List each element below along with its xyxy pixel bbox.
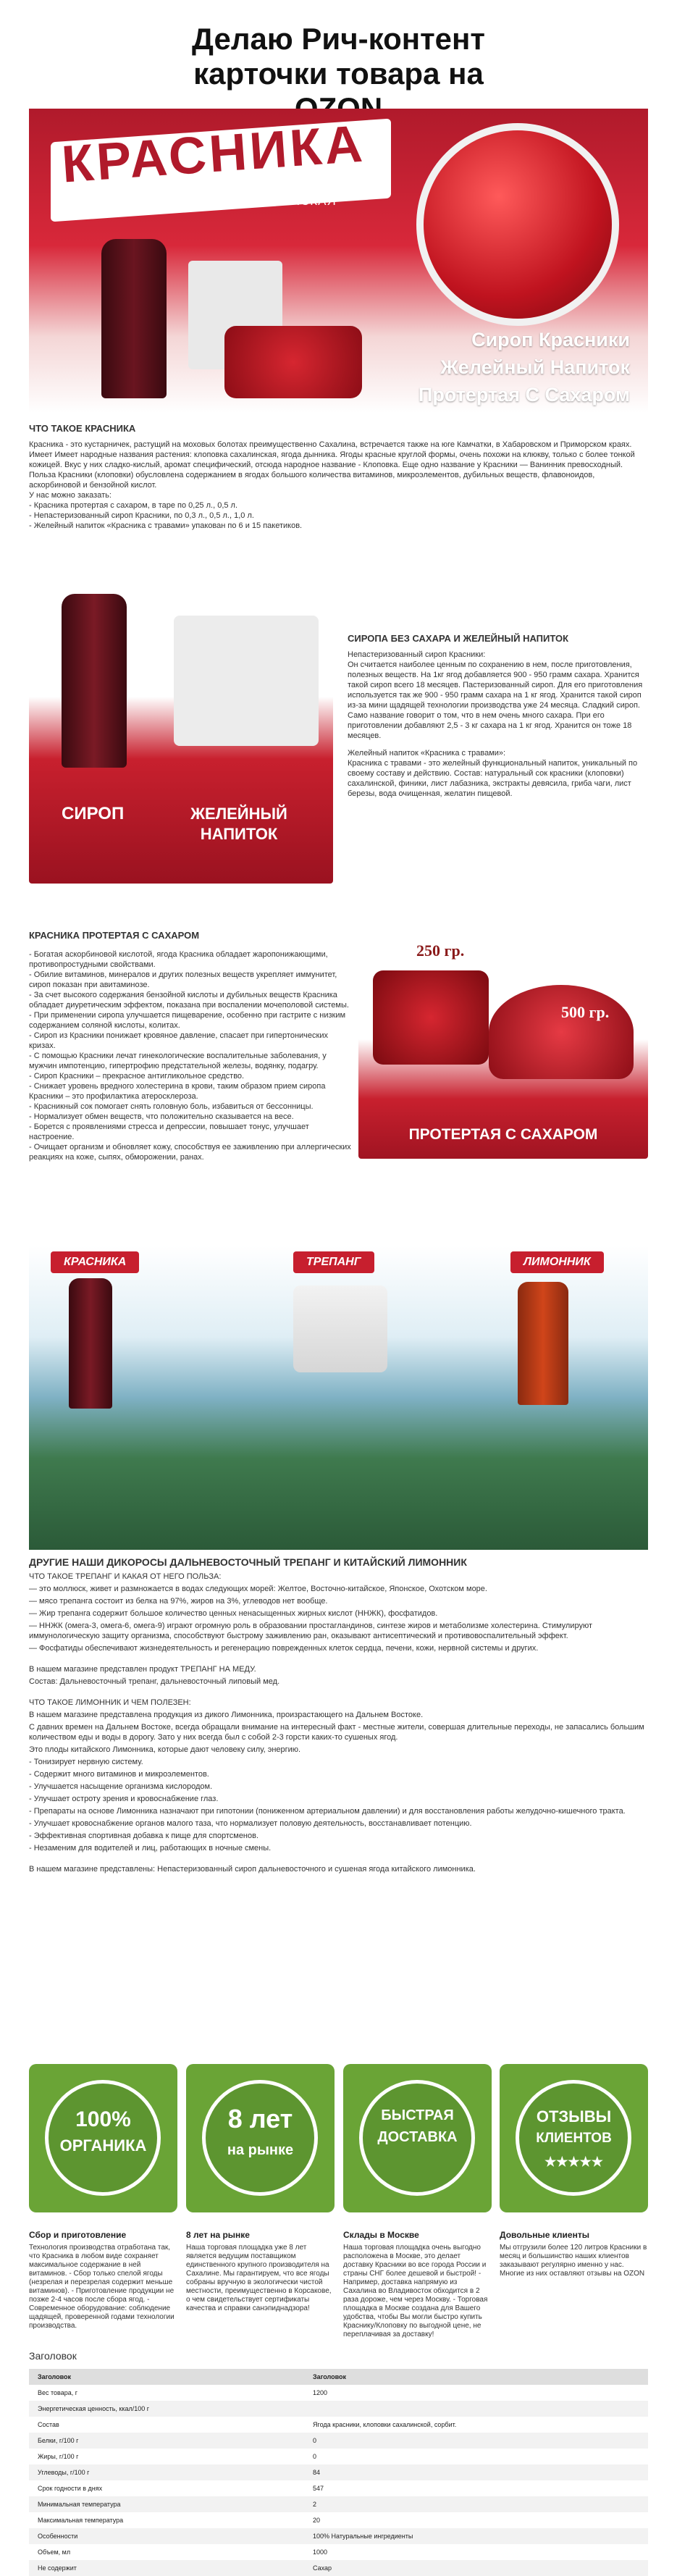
feature-title: Сбор и приготовление — [29, 2230, 127, 2240]
paragraph: - Красника протертая с сахаром, в таре по 0,25 л., 0,5 л. — [29, 501, 238, 510]
paragraph: - Улучшает кровоснабжение органов малого таза, что нормализует половую деятельность, восстанавливает потенцию. — [29, 1819, 472, 1828]
list-item: - Сироп Красники – прекрасное антигликольное средство. — [29, 1072, 245, 1081]
trepang-jar-image — [293, 1285, 387, 1372]
table-cell: 1200 — [313, 2389, 328, 2396]
table-cell: Белки, г/100 г — [38, 2437, 79, 2444]
list-item: - Борется с проявлениями стресса и депрессии, повышает тонус, улучшает настроение. — [29, 1123, 309, 1141]
paragraph: - Улучшает остроту зрения и кровоснабжение глаз. — [29, 1795, 219, 1803]
weight-label-small: 250 гр. — [416, 941, 465, 960]
hero-tagline: Сироп Красники — [471, 329, 630, 351]
table-row — [29, 2528, 648, 2544]
table-cell: Вес товара, г — [38, 2389, 78, 2396]
table-cell: Максимальная температура — [38, 2517, 124, 2524]
drink-label: ЖЕЛЕЙНЫЙ НАПИТОК — [190, 805, 287, 843]
syrup-and-drink-image — [29, 572, 333, 884]
paragraph: С давних времен на Дальнем Востоке, всегда обращали внимание на интересный факт - местные жители, совершая длительные переходы, не запасались большим количеством еды и воды в дорогу. Зато у них всегда был с собой 2-3 горсти каких-то сушеных ягод. — [29, 1723, 644, 1742]
berries-bowl-image — [416, 123, 619, 326]
table-cell: Сахар — [313, 2564, 332, 2572]
table-header-cell: Заголовок — [313, 2373, 347, 2380]
badge-line: ДОСТАВКА — [377, 2129, 458, 2145]
small-jar-image — [373, 970, 489, 1065]
badge-line: БЫСТРАЯ — [381, 2107, 454, 2123]
badge-organic — [29, 2064, 177, 2212]
paragraph: - Эффективная спортивная добавка к пище для спортсменов. — [29, 1832, 259, 1840]
table-title: Заголовок — [29, 2350, 77, 2362]
table-row — [29, 2544, 648, 2560]
table-row — [29, 2464, 648, 2480]
table-cell — [304, 2401, 648, 2417]
badge-line: КЛИЕНТОВ — [536, 2131, 612, 2146]
paragraph: - Содержит много витаминов и микроэлементов. — [29, 1770, 209, 1779]
hero-taglines — [419, 326, 630, 408]
paragraph: ЧТО ТАКОЕ ЛИМОННИК И ЧЕМ ПОЛЕЗЕН: — [29, 1698, 191, 1707]
hero-subtitle: КЛОПОВКА САХАЛИНСКАЯ — [159, 194, 337, 208]
section-heading: ДРУГИЕ НАШИ ДИКОРОСЫ ДАЛЬНЕВОСТОЧНЫЙ ТРЕПАНГ И КИТАЙСКИЙ ЛИМОННИК — [29, 1556, 467, 1568]
syrup-label: СИРОП — [62, 804, 125, 823]
paragraph: — ННЖК (омега-3, омега-6, омега-9) играют огромную роль в образовании простагландинов, синтезе жиров и метаболизме холестерина. Стимулируют иммунологическую защиту организма, способствуют быстрому заживлению ран, оказывают антисептический и противовоспалительный эффект. — [29, 1621, 592, 1640]
products-banner — [29, 1246, 648, 1550]
table-header-row — [29, 2369, 648, 2385]
syrup-bottle-image — [101, 239, 167, 398]
table-row — [29, 2417, 648, 2433]
paragraph: — мясо трепанга состоит из белка на 97%, жиров на 3%, углеводов нет вообще. — [29, 1597, 328, 1606]
paragraph: - Непастеризованный сироп Красники, по 0,3 л., 0,5 л., 1,0 л. — [29, 511, 254, 520]
table-cell: Состав — [38, 2421, 59, 2428]
list-item: - При применении сиропа улучшается пищеварение, особенно при гастрите с низким содержанием соляной кислоты, колитах. — [29, 1011, 346, 1030]
syrup-bottle-image — [62, 594, 127, 768]
paragraph: В нашем магазине представлен продукт ТРЕПАНГ НА МЕДУ. — [29, 1665, 256, 1674]
list-item: - Сироп из Красники понижает кровяное давление, спасает при гипертонических кризах. — [29, 1031, 328, 1050]
large-jar-image — [489, 985, 634, 1079]
badge-line: ОТЗЫВЫ — [536, 2107, 612, 2126]
table-cell: Объем, мл — [38, 2548, 71, 2556]
badge-ring — [202, 2080, 318, 2196]
badge-line: ОРГАНИКА — [59, 2136, 147, 2155]
paragraph: - Улучшается насыщение организма кислородом. — [29, 1782, 213, 1791]
limonnik-bottle-image — [518, 1282, 568, 1405]
table-row — [29, 2496, 648, 2512]
banner-column-trepang — [235, 1246, 442, 1550]
list-item: - Снижает уровень вредного холестерина в крови, таким образом прием сиропа Красники – это профилактика атеросклероза. — [29, 1082, 326, 1101]
paragraph: - Тонизирует нервную систему. — [29, 1758, 143, 1766]
banner-tag: ЛИМОННИК — [510, 1251, 604, 1273]
table-cell: Энергетическая ценность, ккал/100 г — [38, 2405, 150, 2412]
hero-tagline: Желейный Напиток — [440, 356, 630, 378]
table-cell: 100% Натуральные ингредиенты — [313, 2533, 413, 2540]
paragraph: - Желейный напиток «Красника с травами» упакован по 6 и 15 пакетиков. — [29, 521, 303, 530]
benefit-list — [29, 949, 351, 1162]
table-cell: Особенности — [38, 2533, 78, 2540]
paragraph: Это плоды китайского Лимонника, которые дают человеку силу, энергию. — [29, 1745, 301, 1754]
badge-years — [186, 2064, 335, 2212]
feature-title: Склады в Москве — [343, 2230, 419, 2240]
list-item: - Нормализует обмен веществ, что положительно сказывается на весе. — [29, 1112, 294, 1121]
feature-text: Технология производства отработана так, что Красника в любом виде сохраняет максимальное содержание в ней витаминов. - Сбор только спелой ягоды (незрелая и перезрелая содержит меньше витаминов). - Приготовление продукции не позже 2-4 часов после сбора ягод. - Современное оборудование: соблюдение щадящей, проверенной годами технологии производства. — [29, 2244, 174, 2330]
feature-title: Довольные клиенты — [500, 2230, 589, 2240]
feature-item — [29, 2231, 177, 2330]
section-krasnika-sugar — [29, 931, 351, 1162]
paragraph: Непастеризованный сироп Красники: — [348, 650, 486, 659]
table-cell: 2 — [313, 2501, 317, 2508]
list-item: - Красникный сок помогает снять головную боль, избавиться от бессонницы. — [29, 1102, 314, 1111]
section-heading: СИРОПА БЕЗ САХАРА И ЖЕЛЕЙНЫЙ НАПИТОК — [348, 633, 569, 644]
paragraph: В нашем магазине представлены: Непастеризованный сироп дальневосточного и сушеная ягода китайского лимонника. — [29, 1865, 476, 1874]
feature-item — [500, 2231, 648, 2278]
table-cell: 1000 — [313, 2548, 328, 2556]
paragraph: Красника - это кустарничек, растущий на моховых болотах преимущественно Сахалина, встречается также на юге Камчатки, в Хабаровском и Приморском краях. Имеет Имеет народные названия растения: клоповка сахалинская, ягода дынника. Ягоды красные круглой формы, очень похожи на клюкву, только с более тонкой кожицей. Вкус у них сладко-кислый, аромат специфический, отсюда народное название - Клоповка. Еще одно название у Красники — Ванинник превосходный. — [29, 440, 635, 469]
badge-line: 8 лет — [227, 2104, 293, 2134]
table-row — [29, 2512, 648, 2528]
table-row — [29, 2449, 648, 2464]
hero-banner — [29, 109, 648, 413]
badge-delivery — [343, 2064, 492, 2212]
paragraph: Он считается наиболее ценным по сохранению в нем, после приготовления, полезных веществ. На 1кг ягод добавляется 900 - 950 грамм сахара. Хранится такой сироп всего 18 месяцев. Пастеризованный сироп. Для его приготовления используется так же 900 - 950 грамм сахара на 1 кг ягод. Хранится такой сироп из-за мини щадящей технологии производства уже 24 месяца. Сладкий сироп. Само название говорит о том, что в нем очень много сахара. При его приготовлении добавляют 2,5 - 3 кг сахара на 1 кг ягод. Хранится он тоже 18 месяцев. — [348, 660, 643, 740]
feature-item — [343, 2231, 492, 2339]
table-cell: Жиры, г/100 г — [38, 2453, 79, 2460]
page-title — [0, 0, 677, 109]
krasnika-bottle-image — [69, 1278, 112, 1409]
table-header-cell: Заголовок — [38, 2373, 72, 2380]
table-cell: Не содержит — [38, 2564, 77, 2572]
table-row — [29, 2480, 648, 2496]
paragraph: ЧТО ТАКОЕ ТРЕПАНГ И КАКАЯ ОТ НЕГО ПОЛЬЗА: — [29, 1572, 222, 1581]
table-cell: Минимальная температура — [38, 2501, 121, 2508]
list-item: - Очищает организм и обновляет кожу, способствуя ее заживлению при аллергических реакциях на коже, сыпях, обморожении, ранах. — [29, 1143, 351, 1162]
section-other-products — [29, 1557, 648, 1876]
table-cell: Срок годности в днях — [38, 2485, 103, 2492]
paragraph: В нашем магазине представлена продукция из дикого Лимонника, произрастающего на Дальнем Востоке. — [29, 1711, 424, 1719]
table-row — [29, 2385, 648, 2401]
section-syrup-drink — [348, 634, 648, 799]
paragraph: - Препараты на основе Лимонника назначают при гипотонии (пониженном артериальном давлении) и для восстановления работы желудочно-кишечного тракта. — [29, 1807, 626, 1816]
table-cell: 547 — [313, 2485, 324, 2492]
section-what-is-krasnika — [29, 424, 648, 531]
weight-label-large: 500 гр. — [561, 1003, 610, 1021]
star-icon: ★★★★★ — [544, 2155, 603, 2169]
table-cell: 0 — [313, 2437, 317, 2444]
paragraph: У нас можно заказать: — [29, 491, 112, 500]
paragraph: Желейный напиток «Красника с травами»: — [348, 749, 506, 758]
feature-text: Наша торговая площадка очень выгодно расположена в Москве, это делает доставку Красники во все города России и страны СНГ более дешевой и быстрой! - Например, доставка напрямую из Сахалина во Владивосток обходится в 2 раза дороже, чем через Москву. - Торговая площадка в Москве создана для Вашего удобства, чтобы Вы могли быстро купить Краснику/Клоповку по выгодной цене, не переплачивая за доставку! — [343, 2244, 488, 2338]
paragraph: — это моллюск, живет и размножается в водах следующих морей: Желтое, Восточно-китайское, Японское, Охотском море. — [29, 1585, 487, 1593]
specs-table-section — [29, 2350, 648, 2576]
table-row — [29, 2433, 648, 2449]
jars-image — [358, 920, 648, 1159]
feature-text: Мы отгрузили более 120 литров Красники в месяц и большинство наших клиентов заказывают регулярно именно у нас. Многие из них оставляют отзывы на OZON — [500, 2244, 647, 2278]
hero-brand: КРАСНИКА — [59, 114, 367, 194]
table-cell: 84 — [313, 2469, 321, 2476]
jar-image — [224, 326, 362, 398]
table-cell: Ягода красники, клоповки сахалинской, сорбит. — [313, 2421, 457, 2428]
badge-reviews — [500, 2064, 648, 2212]
list-item: - За счет высокого содержания бензойной кислоты и дубильных веществ Красника обладает диуретическим эффектом, показана при воспалении мочеполовой системы. — [29, 991, 349, 1010]
specs-table — [29, 2369, 648, 2576]
section-heading: КРАСНИКА ПРОТЕРТАЯ С САХАРОМ — [29, 930, 200, 941]
table-cell: Углеводы, г/100 г — [38, 2469, 90, 2476]
table-cell: 20 — [313, 2517, 321, 2524]
paragraph: Состав: Дальневосточный трепанг, дальневосточный липовый мед. — [29, 1677, 280, 1686]
paragraph: — Фосфатиды обеспечивают жизнедеятельность и регенерацию поврежденных клеток сердца, печени, кожи, нервной системы и других. — [29, 1644, 539, 1653]
list-item: - Богатая аскорбиновой кислотой, ягода Красника обладает жаропонижающими, противопростудными свойствами. — [29, 950, 328, 969]
table-cell: 0 — [313, 2453, 317, 2460]
paragraph: — Жир трепанга содержит большое количество ценных ненасыщенных жирных кислот (ННЖК), фосфатидов. — [29, 1609, 438, 1618]
feature-item — [186, 2231, 335, 2313]
badges-row — [29, 2064, 648, 2245]
banner-tag: КРАСНИКА — [51, 1251, 139, 1273]
list-item: - Обилие витаминов, минералов и других полезных веществ укрепляет иммунитет, сироп показан при авитаминозе. — [29, 970, 337, 989]
banner-column-limonnik — [442, 1246, 648, 1550]
hero-tagline: Протертая С Сахаром — [418, 384, 630, 406]
drink-pack-image — [174, 616, 319, 746]
section-heading: ЧТО ТАКОЕ КРАСНИКА — [29, 423, 136, 434]
banner-column-krasnika — [29, 1246, 235, 1550]
badge-line: на рынке — [227, 2142, 294, 2158]
banner-tag: ТРЕПАНГ — [293, 1251, 374, 1273]
jars-caption: ПРОТЕРТАЯ С САХАРОМ — [408, 1126, 598, 1143]
table-row — [29, 2560, 648, 2576]
paragraph: Красника с травами - это желейный функциональный напиток, уникальный по своему составу и действию. Состав: натуральный сок красники (клоповки) сахалинской, финики, лист лабазника, экстракты девясила, гриба чаги, лист березы, вода очищенная, желатин пищевой. — [348, 759, 638, 798]
page-title-text: Делаю Рич-контент карточки товара на — [192, 22, 485, 91]
paragraph: Польза Красники (клоповки) обусловлена содержанием в ягодах большого количества витаминов, микроэлементов, дубильных веществ, флавоноидов, аскорбиновой и бензойной кислот. — [29, 471, 595, 490]
feature-title: 8 лет на рынке — [186, 2230, 250, 2240]
table-row — [29, 2401, 648, 2417]
feature-text: Наша торговая площадка уже 8 лет является ведущим поставщиком единственного крупного производителя на Сахалине. Мы гарантируем, что все ягоды собраны вручную в экологически чистой местности, преимущественно в Корсакове, о чем свидетельствует сертификаты качества и справки санэпиднадзора! — [186, 2244, 332, 2312]
list-item: - С помощью Красники лечат гинекологические воспалительные заболевания, у мужчин импотенцию, гипертрофию предстательной железы, водянку, подагру. — [29, 1052, 327, 1070]
paragraph: - Незаменим для водителей и лиц, работающих в ночные смены. — [29, 1844, 272, 1853]
badge-line: 100% — [75, 2107, 131, 2131]
